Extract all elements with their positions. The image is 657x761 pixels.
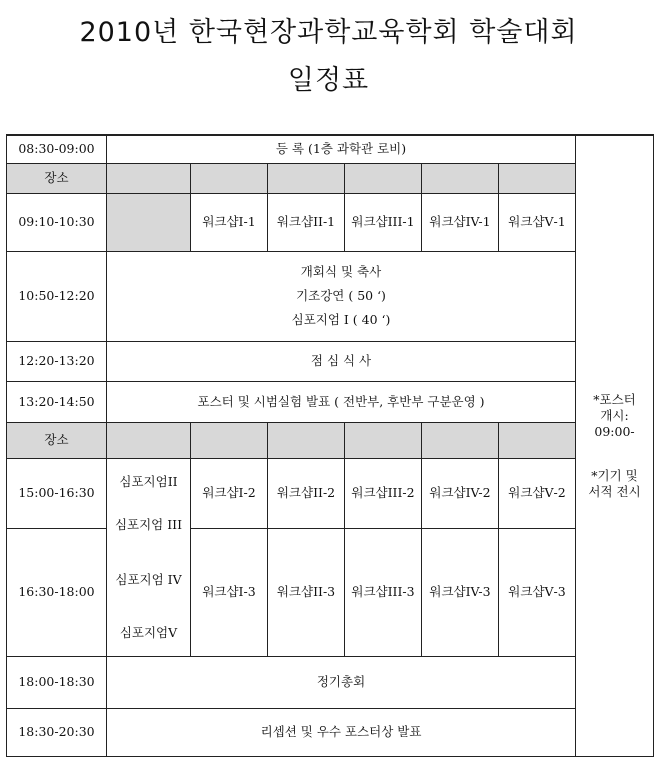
venue-cell xyxy=(268,422,345,458)
table-row xyxy=(7,341,654,381)
table-row xyxy=(7,422,654,458)
note-line: 09:00- xyxy=(594,423,635,439)
page-title: 2010년 한국현장과학교육학회 학술대회 xyxy=(79,17,578,48)
opening-line: 개회식 및 축사 xyxy=(300,264,382,279)
symposium-line: 심포지엄V xyxy=(119,625,178,640)
venue-cell xyxy=(422,422,499,458)
note-line: *기기 및 xyxy=(591,467,638,483)
venue-cell xyxy=(499,163,576,193)
workshop-cell: 워크샵Ⅴ-3 xyxy=(499,528,576,656)
table-row xyxy=(7,163,654,193)
poster-cell: 포스터 및 시범실험 발표 ( 전반부, 후반부 구분운영 ) xyxy=(107,381,576,422)
schedule-table xyxy=(6,134,654,757)
workshop-cell: 워크샵IV-2 xyxy=(422,458,499,528)
time-cell: 18:30-20:30 xyxy=(7,708,107,756)
opening-cell xyxy=(107,251,576,341)
venue-cell xyxy=(107,163,191,193)
workshop-cell: 워크샵II-2 xyxy=(268,458,345,528)
note-line: 개시: xyxy=(600,407,629,423)
reception-cell: 리셉션 및 우수 포스터상 발표 xyxy=(107,708,576,756)
time-cell: 15:00-16:30 xyxy=(7,458,107,528)
note-gap xyxy=(578,440,651,468)
time-cell: 18:00-18:30 xyxy=(7,656,107,708)
time-cell: 09:10-10:30 xyxy=(7,193,107,251)
venue-label: 장소 xyxy=(7,422,107,458)
side-note xyxy=(576,135,654,756)
venue-cell xyxy=(191,163,268,193)
venue-cell xyxy=(268,163,345,193)
workshop-cell: 워크샵I-3 xyxy=(191,528,268,656)
opening-line: 심포지엄 I ( 40 ‘) xyxy=(291,312,391,327)
symposium-line: 심포지엄 III xyxy=(114,517,183,532)
venue-cell xyxy=(345,422,422,458)
workshop-cell: 워크샵III-3 xyxy=(345,528,422,656)
note-line: *포스터 xyxy=(593,391,636,407)
venue-cell xyxy=(107,422,191,458)
venue-label: 장소 xyxy=(7,163,107,193)
page-subtitle: 일정표 xyxy=(287,65,370,96)
symposium-line: 심포지엄II xyxy=(119,474,178,489)
venue-cell xyxy=(499,422,576,458)
symposium-cell xyxy=(107,458,191,656)
table-row xyxy=(7,708,654,756)
workshop-cell: 워크샵I-2 xyxy=(191,458,268,528)
table-row xyxy=(7,251,654,341)
venue-cell xyxy=(345,163,422,193)
time-cell: 08:30-09:00 xyxy=(7,135,107,163)
opening-line: 기조강연 ( 50 ‘) xyxy=(296,288,386,303)
workshop-cell: 워크샵II-3 xyxy=(268,528,345,656)
time-cell: 10:50-12:20 xyxy=(7,251,107,341)
table-row xyxy=(7,528,654,656)
table-row xyxy=(7,193,654,251)
venue-cell xyxy=(191,422,268,458)
time-cell: 16:30-18:00 xyxy=(7,528,107,656)
registration-cell: 등 록 (1층 과학관 로비) xyxy=(107,135,576,163)
table-row xyxy=(7,135,654,163)
workshop-cell: 워크샵III-2 xyxy=(345,458,422,528)
time-cell: 12:20-13:20 xyxy=(7,341,107,381)
table-row xyxy=(7,656,654,708)
general-meeting-cell: 정기총회 xyxy=(107,656,576,708)
workshop-cell: 워크샵I-1 xyxy=(191,193,268,251)
workshop-cell: 워크샵III-1 xyxy=(345,193,422,251)
table-row xyxy=(7,458,654,528)
workshop-cell: 워크샵II-1 xyxy=(268,193,345,251)
symposium-line: 심포지엄 IV xyxy=(115,572,182,587)
workshop-cell: 워크샵Ⅴ-1 xyxy=(499,193,576,251)
venue-cell xyxy=(422,163,499,193)
time-cell: 13:20-14:50 xyxy=(7,381,107,422)
table-row xyxy=(7,381,654,422)
note-line: 서적 전시 xyxy=(588,483,641,499)
workshop-cell: 워크샵IV-1 xyxy=(422,193,499,251)
empty-cell xyxy=(107,193,191,251)
workshop-cell: 워크샵IV-3 xyxy=(422,528,499,656)
workshop-cell: 워크샵Ⅴ-2 xyxy=(499,458,576,528)
lunch-cell: 점 심 식 사 xyxy=(107,341,576,381)
